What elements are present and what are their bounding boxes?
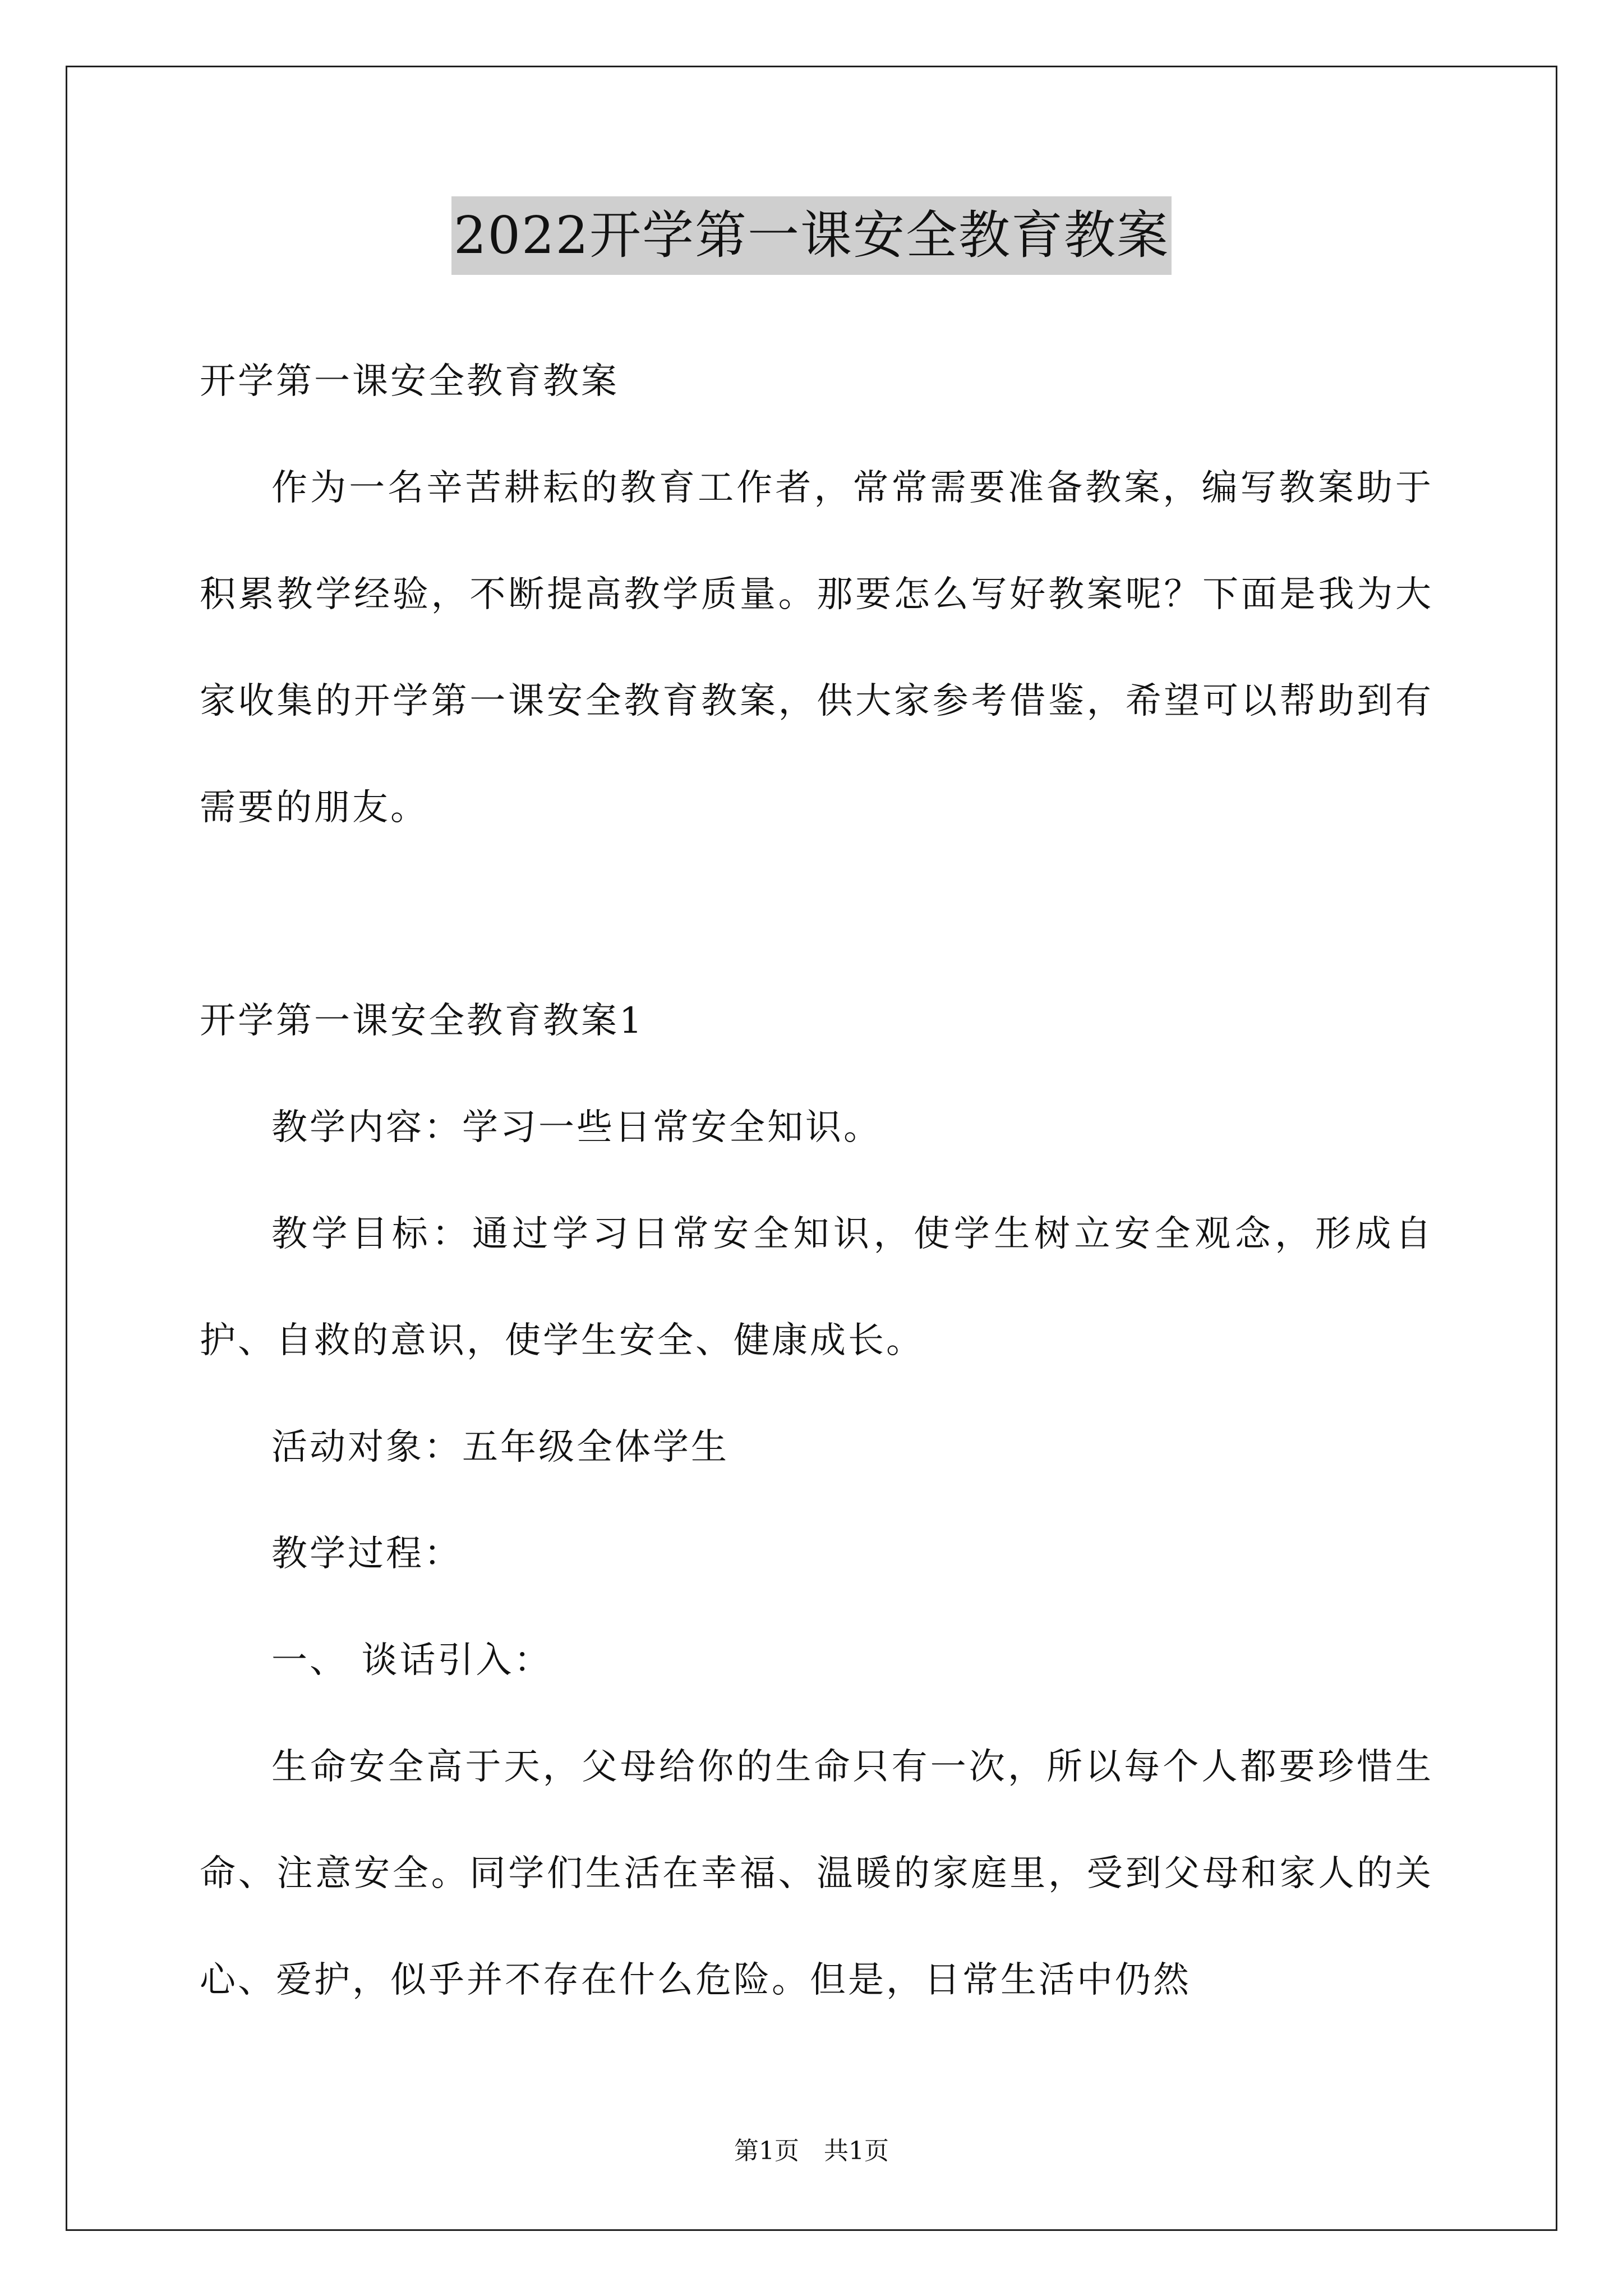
page-footer: 第1页 共1页 (734, 2137, 889, 2165)
section-gap (200, 861, 1433, 968)
paragraph-safety: 生命安全高于天，父母给你的生命只有一次，所以每个人都要珍惜生命、注意安全。同学们生活在幸福、温暖的家庭里，受到父母和家人的关心、爱护，似乎并不存在什么危险。但是，日常生活中仍然 (200, 1746, 1433, 2001)
title-container (0, 196, 1623, 275)
paragraph-step-one: 一、 谈话引入： (271, 1640, 552, 1681)
intro-paragraph: 作为一名辛苦耕耘的教育工作者，常常需要准备教案，编写教案助于积累教学经验，不断提高教学质量。那要怎么写好教案呢？下面是我为大家收集的开学第一课安全教育教案，供大家参考借鉴，希望可以帮助到有需要的朋友。 (200, 467, 1433, 829)
paragraph-audience: 活动对象：五年级全体学生 (271, 1427, 729, 1468)
document-title: 2022开学第一课安全教育教案 (451, 196, 1172, 275)
document-body (200, 328, 1433, 2033)
section-heading: 开学第一课安全教育教案1 (200, 1000, 644, 1042)
paragraph-content: 教学内容：学习一些日常安全知识。 (271, 1107, 882, 1148)
document-subtitle: 开学第一课安全教育教案 (200, 361, 619, 402)
paragraph-process: 教学过程： (271, 1533, 462, 1575)
paragraph-goals: 教学目标：通过学习日常安全知识，使学生树立安全观念，形成自护、自救的意识，使学生安全、健康成长。 (200, 1213, 1433, 1361)
